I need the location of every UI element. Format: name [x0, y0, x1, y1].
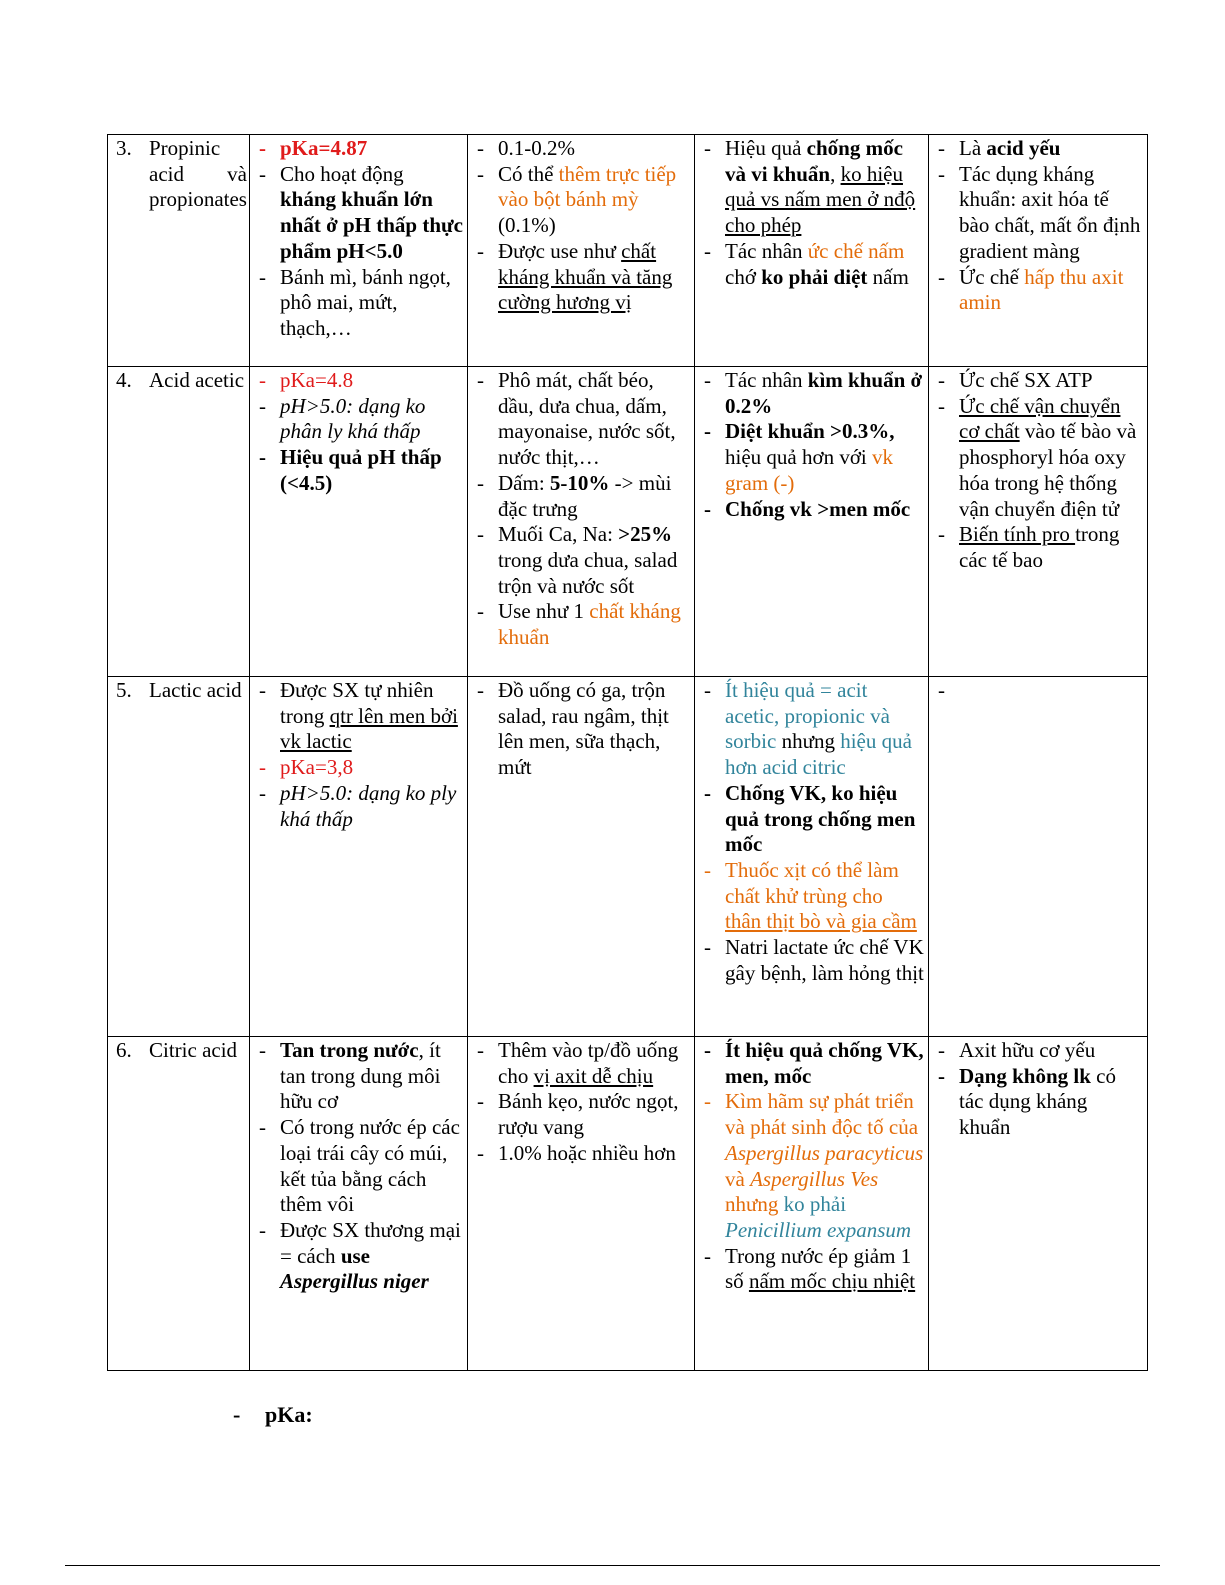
bullet-list — [699, 136, 924, 290]
list-item — [933, 368, 1143, 394]
pka-heading — [233, 1402, 313, 1428]
text-run: -> mùi đặc trưng — [498, 470, 672, 521]
table-row — [108, 367, 1148, 677]
text-run: Use như 1 — [498, 599, 590, 624]
text-run: Penicillium expansum — [725, 1217, 912, 1242]
text-run: Hiệu quả pH thấp (<4.5) — [280, 445, 442, 495]
text-run: Ít hiệu quả chống VK, men, mốc — [725, 1038, 924, 1088]
bullet-list — [472, 678, 690, 781]
list-item — [699, 368, 924, 419]
text-run: Bánh kẹo, nước ngọt, rượu vang — [498, 1089, 679, 1140]
text-run: thêm trực tiếp vào bột bánh mỳ — [498, 161, 677, 212]
text-run: Ức chế — [959, 264, 1025, 289]
text-run: Hiệu quả — [725, 136, 807, 160]
usage-cell — [468, 1037, 695, 1371]
text-run: Có thể — [498, 161, 559, 186]
row-number: 5. — [116, 678, 132, 702]
mechanism-cell — [929, 677, 1148, 1037]
text-run: Tác dụng kháng khuẩn: axit hóa tế bào chất, mất ổn định gradient màng — [959, 161, 1141, 263]
text-run: Chống vk >men mốc — [725, 496, 911, 521]
text-run: Muối Ca, Na: — [498, 522, 619, 547]
list-item — [254, 368, 463, 394]
list-item — [472, 522, 690, 599]
text-run: nấm — [867, 264, 909, 289]
text-run: Là — [959, 136, 987, 160]
list-item — [699, 497, 924, 523]
text-run: Phô mát, chất béo, dầu, dưa chua, dấm, mayonaise, nước sốt, nước thịt,… — [498, 368, 676, 470]
bullet-list — [699, 1038, 924, 1295]
list-item — [699, 935, 924, 986]
text-run: vào tế bào và phosphoryl hóa oxy hóa trong hệ thống vận chuyển điện tử — [959, 419, 1137, 521]
bullet-list — [933, 1038, 1143, 1141]
text-run: Ức chế vận chuyển cơ chất — [959, 393, 1121, 444]
list-item — [472, 599, 690, 650]
text-run: kìm khuẩn ở 0.2% — [725, 368, 923, 418]
list-item — [933, 394, 1143, 523]
usage-cell — [468, 367, 695, 677]
list-item — [472, 678, 690, 781]
bullet-list — [699, 368, 924, 522]
text-run: thân thịt bò và gia cầm — [725, 909, 917, 934]
list-item — [699, 1244, 924, 1295]
bullet-list — [254, 678, 463, 832]
bullet-list — [472, 1038, 690, 1167]
text-run: khử trùng cho — [765, 883, 883, 908]
text-run: , ít tan trong dung môi hữu cơ — [280, 1038, 441, 1114]
table-row — [108, 1037, 1148, 1371]
list-item — [254, 265, 463, 342]
page-bottom-rule — [65, 1565, 1160, 1566]
text-run: (0.1%) — [498, 213, 556, 238]
text-run: Bánh mì, bánh ngọt, phô mai, mứt, thạch,… — [280, 264, 451, 340]
text-run: Tác nhân — [725, 368, 808, 392]
usage-cell — [468, 677, 695, 1037]
text-run: Đồ uống có ga, trộn salad, rau ngâm, thịt lên men, sữa thạch, mứt — [498, 678, 669, 780]
list-item — [699, 858, 924, 935]
text-run: Biến tính pro — [959, 522, 1076, 547]
text-run: Axit hữu cơ yếu — [959, 1038, 1096, 1062]
text-run: pKa=4.8 — [280, 368, 354, 392]
text-run: >25% — [618, 522, 673, 547]
list-item — [254, 136, 463, 162]
text-run: sự phát triển và phát sinh độc tố của — [725, 1089, 919, 1140]
list-item — [254, 781, 463, 832]
text-run: Tác nhân — [725, 238, 808, 263]
text-run: Có trong nước ép các loại trái cây có múi, kết tủa bằng cách thêm vôi — [280, 1115, 460, 1217]
text-run: chất kháng khuẩn — [498, 599, 681, 650]
list-item — [472, 1089, 690, 1140]
text-run: nấm mốc chịu nhiệt — [748, 1269, 916, 1294]
text-run: qtr lên men bởi vk lactic — [280, 703, 458, 754]
property-cell — [250, 135, 468, 367]
acid-preservatives-table — [107, 134, 1148, 1371]
text-run: ko hiệu quả vs nấm men ở nđộ cho phép — [725, 161, 916, 238]
text-run: 1.0% hoặc nhiều hơn — [498, 1140, 676, 1165]
text-run: nhưng — [776, 729, 841, 754]
text-run: Trong nước ép giảm 1 số — [725, 1243, 912, 1294]
text-run: Diệt khuẩn >0.3%, — [725, 419, 895, 444]
text-run: Ức chế SX ATP — [959, 368, 1093, 392]
text-run: Thêm vào tp/đồ uống cho — [498, 1038, 679, 1088]
list-item — [933, 136, 1143, 162]
effect-cell — [695, 135, 929, 367]
acid-name-cell — [108, 1037, 250, 1371]
text-run: có tác dụng kháng khuẩn — [959, 1063, 1116, 1140]
text-run: vk gram (-) — [725, 445, 894, 495]
text-run: Aspergillus Ves — [750, 1166, 879, 1191]
table-row — [108, 677, 1148, 1037]
bullet-list — [472, 136, 690, 316]
list-item — [472, 1141, 690, 1167]
text-run: hiệu quả hơn acid citric — [725, 729, 912, 780]
list-item — [472, 1038, 690, 1089]
acid-name: Citric acid — [149, 1038, 238, 1062]
bullet-list — [254, 136, 463, 342]
text-run: 5-10% — [549, 470, 610, 495]
text-run: vị axit dễ chịu — [533, 1063, 654, 1088]
mechanism-cell — [929, 1037, 1148, 1371]
list-item — [472, 162, 690, 239]
text-run: hấp thu axit amin — [959, 264, 1124, 315]
text-run: trong dưa chua, salad trộn và nước sốt — [498, 547, 678, 598]
text-run: Thuốc xịt có thể làm chất — [725, 857, 899, 908]
text-run: Dấm: — [498, 470, 550, 495]
effect-cell — [695, 1037, 929, 1371]
list-item — [254, 1218, 463, 1295]
list-item — [933, 1038, 1143, 1064]
text-run: pKa=4.87 — [280, 136, 368, 160]
list-item — [254, 445, 463, 496]
text-run: use — [340, 1243, 370, 1268]
acid-name: Acid acetic — [149, 368, 245, 392]
list-item — [472, 471, 690, 522]
text-run: 0.1-0.2% — [498, 136, 575, 160]
bullet-list — [254, 368, 463, 497]
list-item — [933, 522, 1143, 573]
acid-name: Propinic acid và propionates — [149, 136, 247, 212]
text-run: Được SX tự nhiên trong — [280, 678, 434, 728]
mechanism-cell — [929, 135, 1148, 367]
list-item — [699, 1089, 924, 1243]
list-item — [699, 781, 924, 858]
list-item — [933, 1064, 1143, 1141]
list-item — [254, 394, 463, 445]
property-cell — [250, 1037, 468, 1371]
list-item — [933, 162, 1143, 265]
mechanism-cell — [929, 367, 1148, 677]
text-run: pH>5.0: dạng ko ply khá thấp — [280, 780, 457, 831]
text-run: Dạng không lk — [959, 1063, 1091, 1088]
text-run: ko phải — [783, 1192, 847, 1217]
text-run: pH>5.0: dạng ko phân ly khá thấp — [280, 393, 426, 444]
bullet-list — [254, 1038, 463, 1295]
table-row — [108, 135, 1148, 367]
text-run: Aspergillus niger — [280, 1269, 429, 1294]
text-run: pKa=3,8 — [280, 755, 354, 780]
bullet-list — [933, 368, 1143, 574]
text-run: trong các tế bao — [959, 522, 1120, 572]
text-run: và — [725, 1166, 751, 1191]
list-item — [699, 136, 924, 239]
text-run: nhưng — [725, 1192, 784, 1217]
bullet-list — [472, 368, 690, 651]
acid-name-cell — [108, 677, 250, 1037]
text-run: hiệu quả hơn với — [725, 445, 873, 470]
text-run: acid yếu — [986, 136, 1061, 160]
text-run: Cho hoạt động — [280, 161, 404, 186]
list-item — [472, 239, 690, 316]
list-item — [254, 162, 463, 265]
property-cell — [250, 677, 468, 1037]
list-item — [254, 755, 463, 781]
text-run: chống mốc và vi khuẩn — [725, 136, 903, 186]
effect-cell — [695, 367, 929, 677]
acid-name: Lactic acid — [149, 678, 242, 702]
list-item — [699, 678, 924, 781]
list-item — [254, 1038, 463, 1115]
row-number: 3. — [116, 136, 132, 160]
text-run: chớ — [725, 264, 762, 289]
acid-name-cell — [108, 367, 250, 677]
text-run: Được use như — [498, 238, 622, 263]
text-run: ức chế nấm — [807, 238, 905, 263]
list-item — [254, 1115, 463, 1218]
property-cell — [250, 367, 468, 677]
list-dash: - — [233, 1402, 241, 1427]
text-run: Tan trong nước — [280, 1038, 419, 1062]
effect-cell — [695, 677, 929, 1037]
text-run: ko phải diệt — [761, 264, 868, 289]
list-item — [254, 678, 463, 755]
text-run: Aspergillus paracyticus — [725, 1140, 924, 1165]
text-run: Được SX thương mại = cách — [280, 1217, 461, 1268]
bullet-list — [699, 678, 924, 986]
text-run: Kìm hãm — [725, 1089, 804, 1114]
list-item — [699, 239, 924, 290]
text-run: Natri lactate ức chế VK gây bệnh, làm hỏng thịt — [725, 935, 924, 985]
pka-label: pKa: — [265, 1402, 313, 1427]
list-item — [472, 136, 690, 162]
acid-name-cell — [108, 135, 250, 367]
bullet-list — [933, 136, 1143, 316]
text-run: , — [830, 161, 841, 186]
list-item — [933, 265, 1143, 316]
usage-cell — [468, 135, 695, 367]
row-number: 6. — [116, 1038, 132, 1062]
text-run: Ít hiệu quả = acit acetic, propionic và sorbic — [725, 678, 891, 754]
list-item — [699, 1038, 924, 1089]
text-run: Chống VK, ko hiệu quả trong chống men mốc — [725, 780, 916, 857]
text-run: chất kháng khuẩn và tăng cường hương vị — [498, 238, 673, 315]
row-number: 4. — [116, 368, 132, 392]
text-run: kháng khuẩn lớn nhất ở pH thấp thực phẩm pH<5.0 — [280, 187, 463, 263]
list-item — [699, 419, 924, 496]
list-item — [472, 368, 690, 471]
